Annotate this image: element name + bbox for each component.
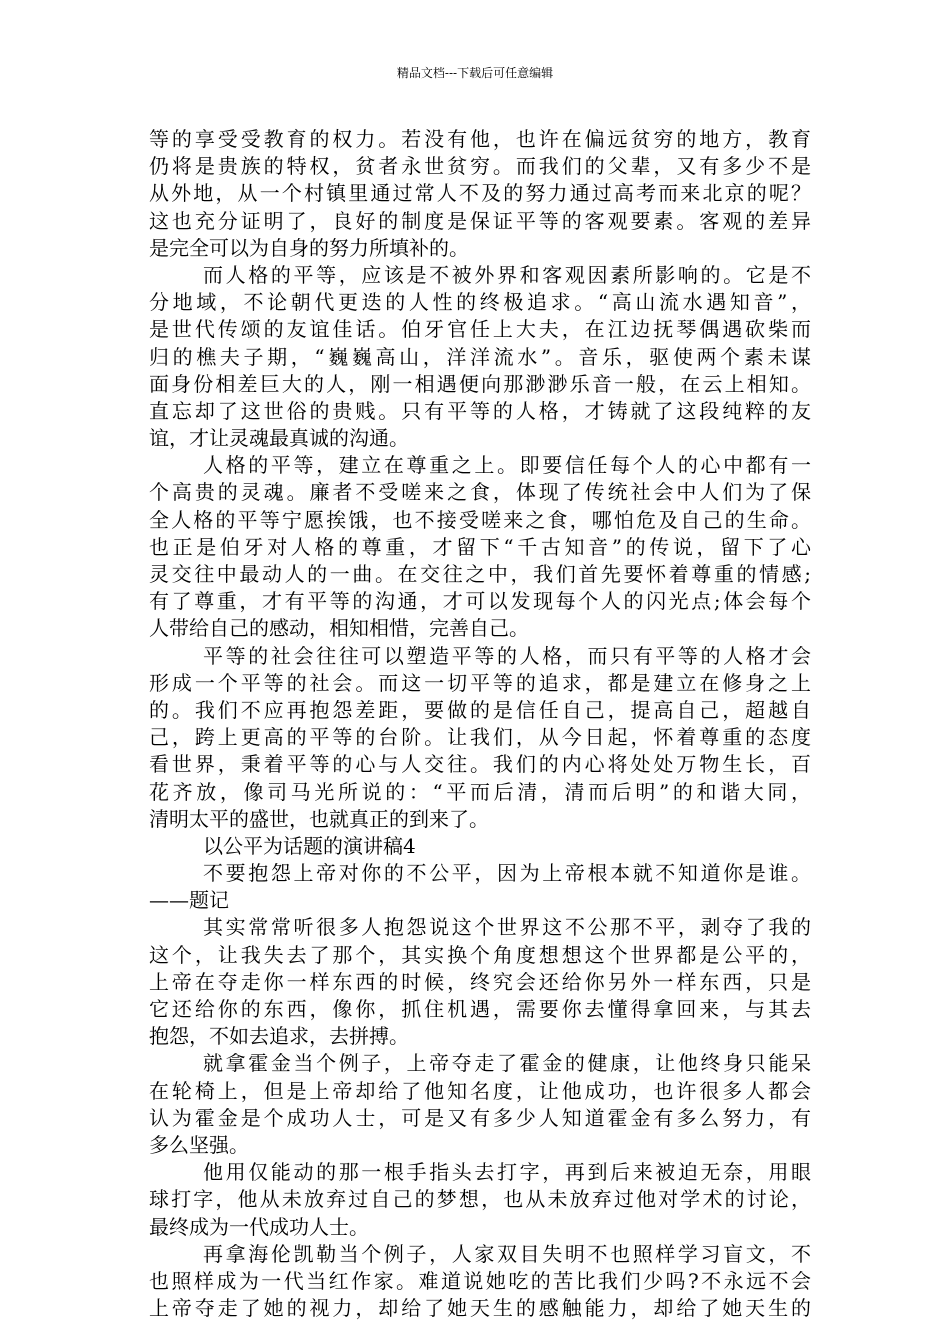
- text-line: 个高贵的灵魂。廉者不受嗟来之食，体现了传统社会中人们为了保: [149, 480, 811, 505]
- text-line: 的。我们不应再抱怨差距，要做的是信任自己，提高自己，超越自: [149, 697, 811, 722]
- text-line: 分地域，不论朝代更迭的人性的终极追求。“高山流水遇知音”，: [149, 290, 811, 315]
- text-line: 他用仅能动的那一根手指头去打字，再到后来被迫无奈，用眼: [203, 1160, 811, 1185]
- page-header: 精品文档---下载后可任意编辑: [396, 66, 554, 80]
- text-line: ——题记: [149, 888, 229, 913]
- text-line: 全人格的平等宁愿挨饿，也不接受嗟来之食，哪怕危及自己的生命。: [149, 507, 811, 532]
- text-line: 面身份相差巨大的人，刚一相遇便向那渺渺乐音一般，在云上相知。: [149, 371, 811, 396]
- text-line: 多么坚强。: [149, 1132, 249, 1157]
- text-line: 谊，才让灵魂最真诚的沟通。: [149, 426, 409, 451]
- text-line: 花齐放，像司马光所说的：“平而后清，清而后明”的和谐大同，: [149, 779, 811, 804]
- text-line: 球打字，他从未放弃过自己的梦想，也从未放弃过他对学术的讨论，: [149, 1187, 811, 1212]
- text-line: 看世界，秉着平等的心与人交往。我们的内心将处处万物生长，百: [149, 752, 811, 777]
- text-line: 不要抱怨上帝对你的不公平，因为上帝根本就不知道你是谁。: [203, 861, 811, 886]
- text-line: 归的樵夫子期，“巍巍高山，洋洋流水”。音乐，驱使两个素未谋: [149, 344, 811, 369]
- text-line: 人格的平等，建立在尊重之上。即要信任每个人的心中都有一: [203, 453, 811, 478]
- text-line: 以公平为话题的演讲稿4: [203, 833, 416, 858]
- document-body: [149, 126, 811, 1322]
- text-line: 抱怨，不如去追求，去拼搏。: [149, 1024, 409, 1049]
- text-line: 这也充分证明了，良好的制度是保证平等的客观要素。客观的差异: [149, 208, 811, 233]
- text-line: 直忘却了这世俗的贵贱。只有平等的人格，才铸就了这段纯粹的友: [149, 398, 811, 423]
- text-line: 也照样成为一代当红作家。难道说她吃的苦比我们少吗?不永远不会: [149, 1268, 811, 1293]
- text-line: 最终成为一代成功人士。: [149, 1214, 369, 1239]
- text-line: 其实常常听很多人抱怨说这个世界这不公那不平，剥夺了我的: [203, 915, 811, 940]
- text-line: 是世代传颂的友谊佳话。伯牙官任上大夫，在江边抚琴偶遇砍柴而: [149, 317, 811, 342]
- text-line: 从外地，从一个村镇里通过常人不及的努力通过高考而来北京的呢？: [149, 181, 811, 206]
- text-line: 己，跨上更高的平等的台阶。让我们，从今日起，怀着尊重的态度: [149, 725, 811, 750]
- text-line: 仍将是贵族的特权，贫者永世贫穷。而我们的父辈，又有多少不是: [149, 154, 811, 179]
- text-line: 人带给自己的感动，相知相惜，完善自己。: [149, 616, 529, 641]
- text-line: 再拿海伦凯勒当个例子，人家双目失明不也照样学习盲文，不: [203, 1241, 811, 1266]
- text-line: 就拿霍金当个例子，上帝夺走了霍金的健康，让他终身只能呆: [203, 1051, 811, 1076]
- text-line: 有了尊重，才有平等的沟通，才可以发现每个人的闪光点;体会每个: [149, 589, 811, 614]
- text-line: 这个，让我失去了那个，其实换个角度想想这个世界都是公平的，: [149, 942, 811, 967]
- text-line: 它还给你的东西，像你，抓住机遇，需要你去懂得拿回来，与其去: [149, 997, 811, 1021]
- text-line: 平等的社会往往可以塑造平等的人格，而只有平等的人格才会: [203, 643, 811, 668]
- text-line: 灵交往中最动人的一曲。在交往之中，我们首先要怀着尊重的情感;: [149, 562, 811, 586]
- text-line: 形成一个平等的社会。而这一切平等的追求，都是建立在修身之上: [149, 670, 811, 695]
- text-line: 上帝夺走了她的视力，却给了她天生的感触能力，却给了她天生的: [149, 1296, 811, 1321]
- text-line: 也正是伯牙对人格的尊重，才留下“千古知音”的传说，留下了心: [149, 534, 811, 559]
- text-line: 认为霍金是个成功人士，可是又有多少人知道霍金有多么努力，有: [149, 1105, 811, 1130]
- text-line: 在轮椅上，但是上帝却给了他知名度，让他成功，也许很多人都会: [149, 1078, 811, 1103]
- text-line: 上帝在夺走你一样东西的时候，终究会还给你另外一样东西，只是: [149, 969, 811, 994]
- text-line: 清明太平的盛世，也就真正的到来了。: [149, 806, 489, 831]
- text-line: 而人格的平等，应该是不被外界和客观因素所影响的。它是不: [203, 262, 811, 287]
- text-line: 等的享受受教育的权力。若没有他，也许在偏远贫穷的地方，教育: [149, 127, 811, 151]
- text-line: 是完全可以为自身的努力所填补的。: [149, 235, 469, 260]
